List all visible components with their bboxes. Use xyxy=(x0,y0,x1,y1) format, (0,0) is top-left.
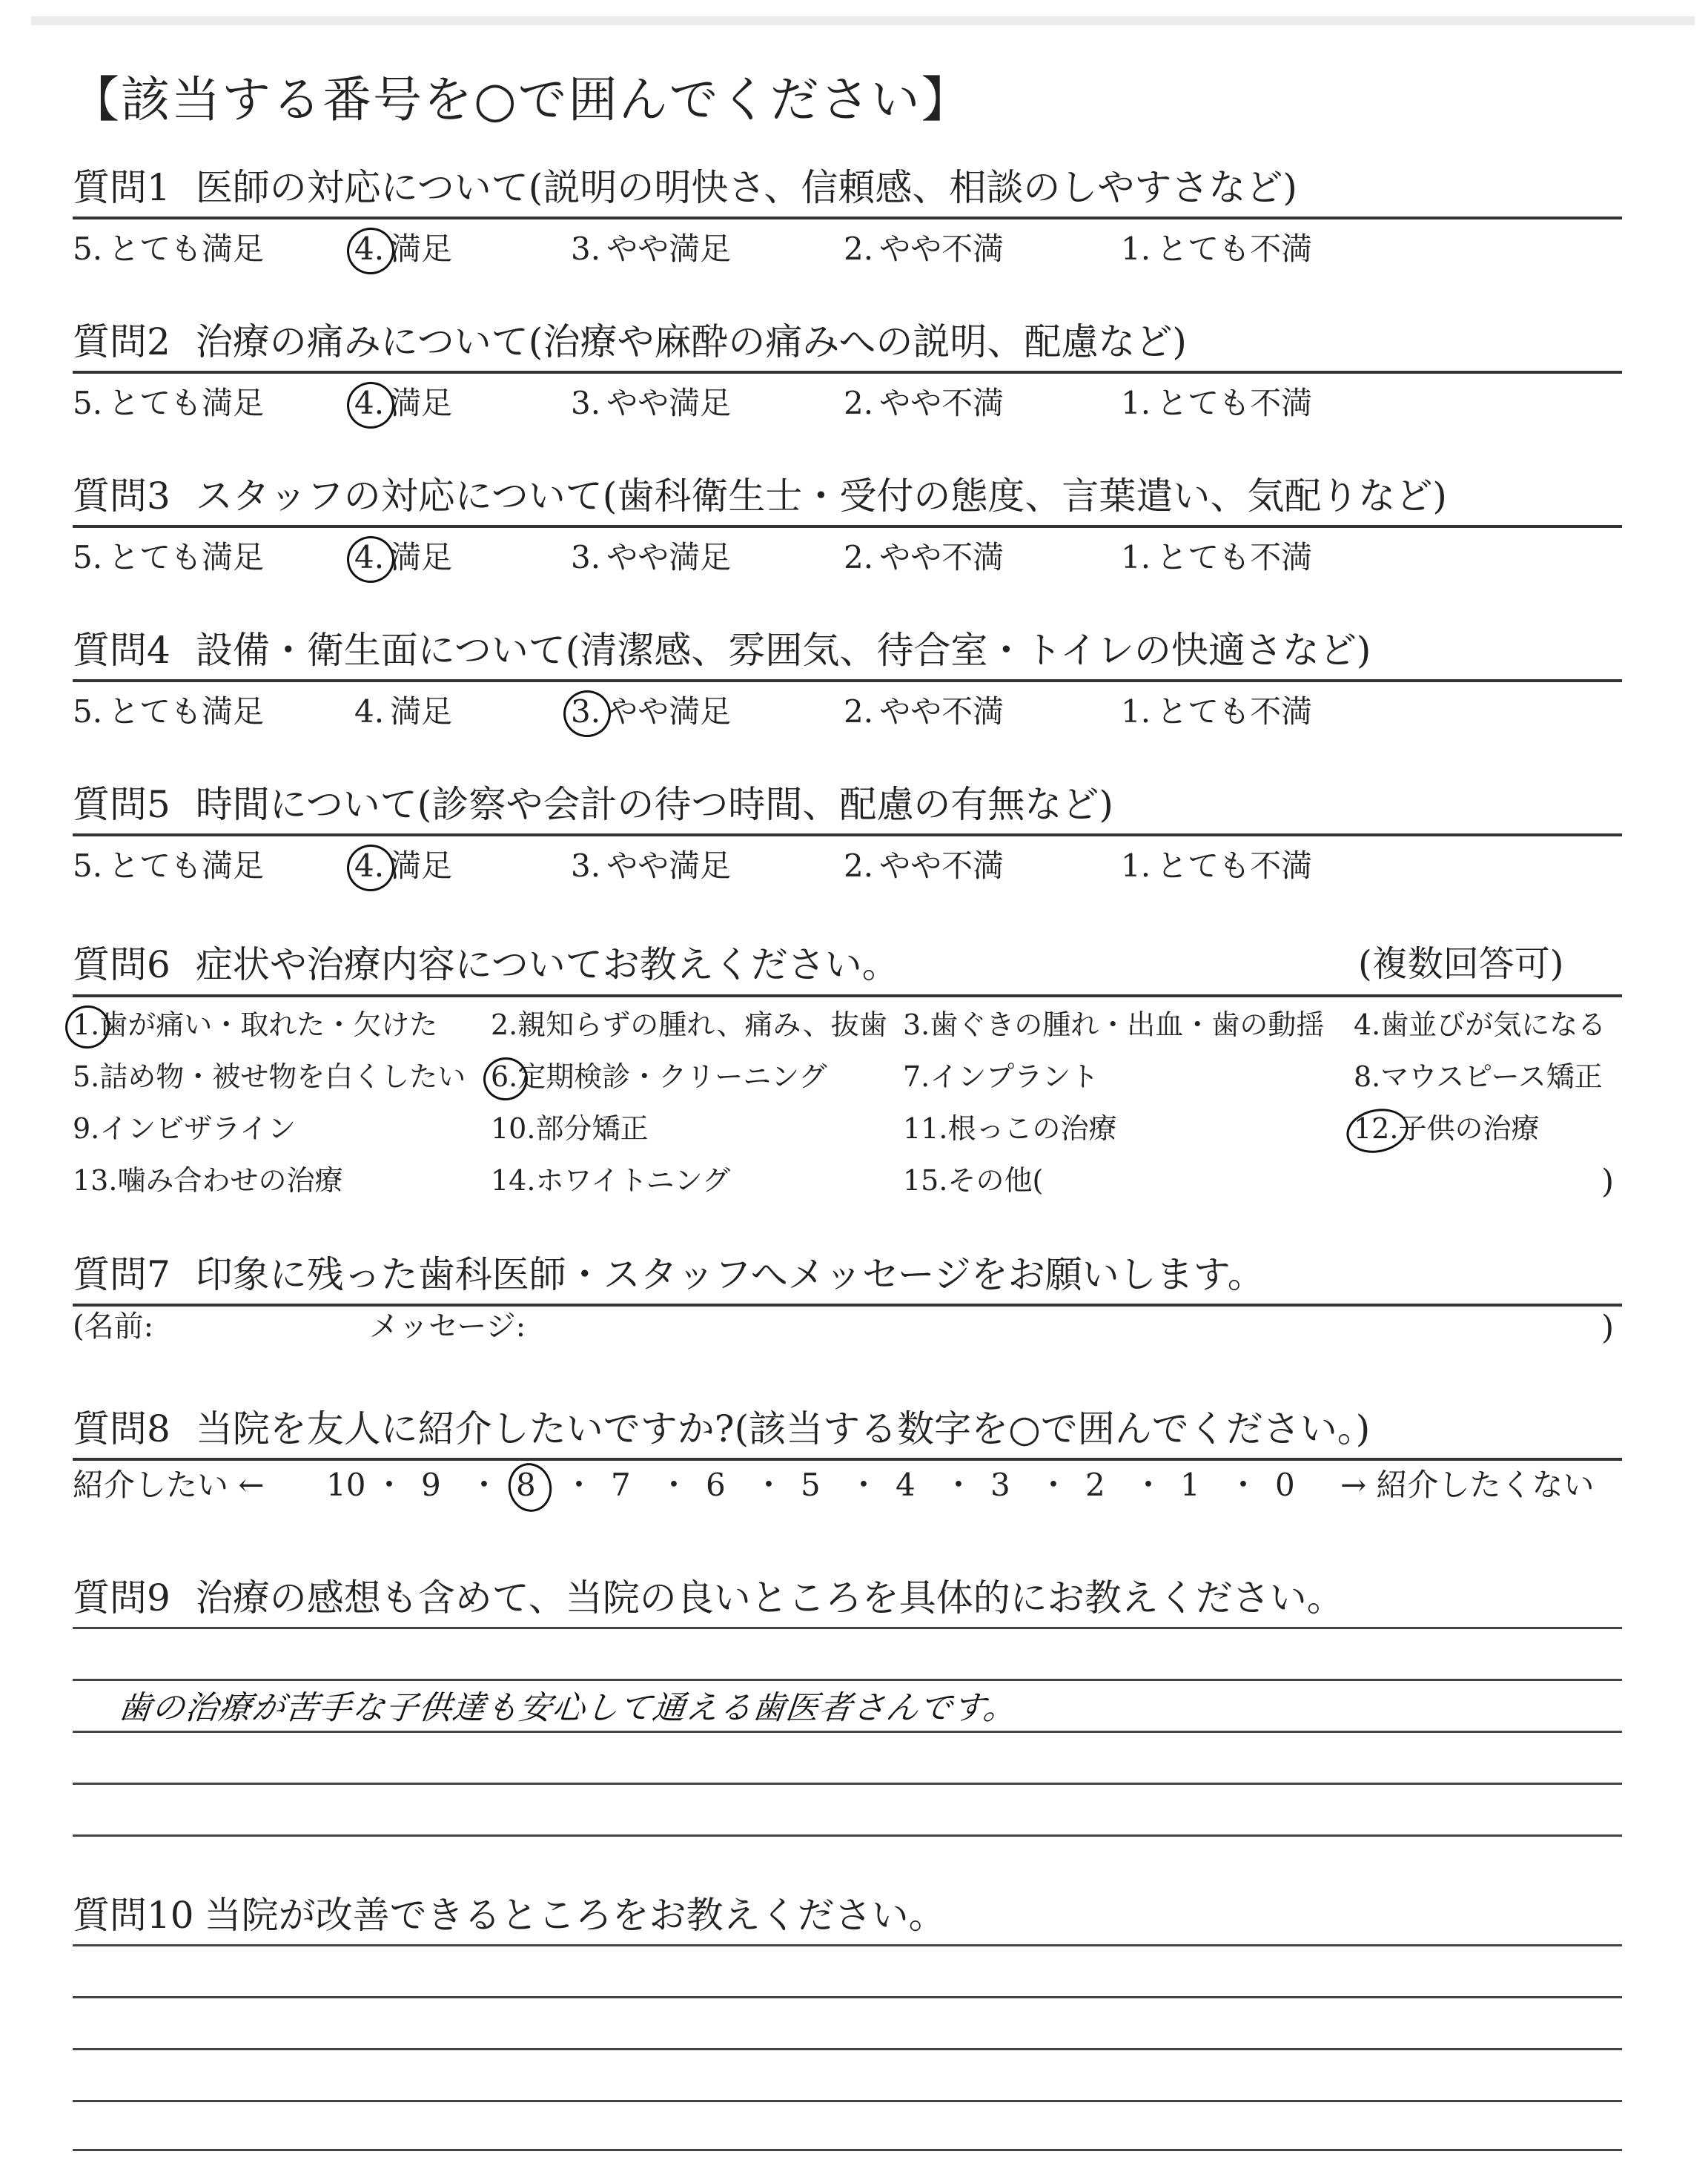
q8-scale-separator: ・ xyxy=(469,1467,500,1503)
option-label: とても不満 xyxy=(1156,539,1313,575)
q7-message-label: メッセージ: xyxy=(369,1309,526,1344)
q9-title xyxy=(73,1575,1344,1621)
q7-text: 印象に残った歯科医師・スタッフへメッセージをお願いします。 xyxy=(195,1253,1265,1296)
option-label: ホワイトニング xyxy=(535,1164,731,1197)
q1-option[interactable] xyxy=(1121,230,1312,268)
q8-scale-number[interactable]: 7 xyxy=(611,1467,631,1503)
q8-underline xyxy=(73,1458,1622,1461)
option-number: 1. xyxy=(73,1008,100,1041)
q3-text: スタッフの対応について(歯科衛生士・受付の態度、言葉遣い、気配りなど) xyxy=(195,475,1447,518)
option-number: 5. xyxy=(73,693,103,730)
option-number: 2. xyxy=(844,693,874,730)
option-label: その他( xyxy=(947,1164,1044,1197)
option-label: 満足 xyxy=(390,848,453,884)
option-label: やや満足 xyxy=(606,693,732,730)
q9-line xyxy=(73,1783,1622,1785)
q8-scale-separator: ・ xyxy=(563,1467,595,1503)
q4-option[interactable] xyxy=(73,693,264,731)
q8-scale-number[interactable]: 4 xyxy=(896,1467,916,1503)
q6-other-close-paren: ) xyxy=(1601,1163,1615,1200)
q10-line xyxy=(73,2048,1622,2050)
q6-option[interactable] xyxy=(73,1059,466,1094)
option-number: 4. xyxy=(354,385,385,421)
option-label: とても満足 xyxy=(108,693,265,730)
q2-option[interactable] xyxy=(571,384,731,423)
q7-name-label: (名前: xyxy=(73,1309,154,1344)
option-label: 満足 xyxy=(390,693,453,730)
q6-option[interactable] xyxy=(73,1007,437,1043)
q8-scale-number[interactable]: 5 xyxy=(801,1467,821,1503)
option-label: 歯並びが気になる xyxy=(1380,1008,1606,1041)
q5-title xyxy=(73,782,1113,828)
q9-number: 質問9 xyxy=(73,1576,171,1619)
option-number: 3. xyxy=(571,231,601,267)
q5-option[interactable] xyxy=(571,847,731,885)
option-number: 4. xyxy=(354,539,385,575)
q6-title xyxy=(73,942,899,988)
option-label: やや不満 xyxy=(879,385,1004,421)
q1-option[interactable] xyxy=(73,230,264,268)
q4-option[interactable] xyxy=(1121,693,1312,731)
q1-text: 医師の対応について(説明の明快さ、信頼感、相談のしやすさなど) xyxy=(195,166,1297,209)
q1-number: 質問1 xyxy=(73,166,171,209)
q6-option[interactable] xyxy=(73,1163,342,1198)
q2-number: 質問2 xyxy=(73,320,171,363)
option-label: 部分矯正 xyxy=(535,1112,649,1145)
option-number: 3. xyxy=(571,693,601,730)
q10-line xyxy=(73,1996,1622,1998)
option-number: 14. xyxy=(491,1164,536,1197)
option-number: 1. xyxy=(1121,848,1151,884)
option-label: とても満足 xyxy=(108,231,265,267)
q8-scale-separator: ・ xyxy=(753,1467,785,1503)
q7-title xyxy=(73,1252,1265,1298)
q8-scale-separator: ・ xyxy=(1133,1467,1165,1503)
q1-title xyxy=(73,165,1297,211)
option-number: 5. xyxy=(73,848,103,884)
q5-text: 時間について(診察や会計の待つ時間、配慮の有無など) xyxy=(195,783,1113,826)
option-label: やや満足 xyxy=(606,231,732,267)
option-number: 2. xyxy=(844,539,874,575)
option-number: 7. xyxy=(903,1060,930,1093)
option-number: 3. xyxy=(571,848,601,884)
option-number: 2. xyxy=(844,848,874,884)
option-number: 4. xyxy=(354,848,385,884)
option-label: 根っこの治療 xyxy=(947,1112,1117,1145)
q6-number: 質問6 xyxy=(73,943,171,986)
option-number: 1. xyxy=(1121,385,1151,421)
option-label: インビザライン xyxy=(99,1112,297,1145)
option-number: 5. xyxy=(73,385,103,421)
q9-text: 治療の感想も含めて、当院の良いところを具体的にお教えください。 xyxy=(195,1576,1344,1619)
q5-underline xyxy=(73,833,1622,836)
q2-option[interactable] xyxy=(844,384,1004,423)
q8-scale-separator: ・ xyxy=(848,1467,880,1503)
q8-scale-separator: ・ xyxy=(374,1467,406,1503)
option-number: 9. xyxy=(73,1112,100,1145)
q6-option[interactable] xyxy=(903,1007,1324,1043)
option-number: 4. xyxy=(354,693,385,730)
option-number: 5. xyxy=(73,231,103,267)
q6-option[interactable] xyxy=(1354,1007,1606,1043)
q8-scale-number[interactable]: 1 xyxy=(1180,1467,1200,1503)
q6-option[interactable] xyxy=(491,1059,827,1094)
q8-scale-separator: ・ xyxy=(1228,1467,1260,1503)
q7-underline xyxy=(73,1304,1622,1307)
q9-line xyxy=(73,1731,1622,1733)
q7-fields xyxy=(73,1307,526,1346)
option-label: 歯が痛い・取れた・欠けた xyxy=(99,1008,438,1041)
q4-underline xyxy=(73,679,1622,682)
q4-title xyxy=(73,627,1371,673)
q7-number: 質問7 xyxy=(73,1253,171,1296)
option-label: とても不満 xyxy=(1156,231,1313,267)
option-label: とても満足 xyxy=(108,848,265,884)
option-label: やや不満 xyxy=(879,693,1004,730)
q6-option[interactable] xyxy=(903,1059,1099,1094)
option-label: 歯ぐきの腫れ・出血・歯の動揺 xyxy=(930,1008,1325,1041)
q8-title xyxy=(73,1406,1370,1452)
option-label: やや満足 xyxy=(606,539,732,575)
option-number: 2. xyxy=(491,1008,518,1041)
q2-underline xyxy=(73,371,1622,374)
q6-multiple-answer-note: (複数回答可) xyxy=(1358,943,1564,985)
q3-option[interactable] xyxy=(844,538,1004,577)
option-number: 5. xyxy=(73,539,103,575)
q8-scale-separator: ・ xyxy=(658,1467,690,1503)
option-number: 2. xyxy=(844,385,874,421)
q10-line xyxy=(73,2149,1622,2151)
option-number: 4. xyxy=(1354,1008,1381,1041)
scan-top-edge xyxy=(31,16,1695,25)
q8-scale-number[interactable]: 2 xyxy=(1085,1467,1105,1503)
q8-scale-number[interactable]: 10 xyxy=(326,1467,366,1503)
option-label: やや不満 xyxy=(879,539,1004,575)
q10-text: 当院が改善できるところをお教えください。 xyxy=(204,1894,946,1937)
q1-underline xyxy=(73,217,1622,219)
option-number: 12. xyxy=(1354,1112,1399,1145)
q5-option[interactable] xyxy=(73,847,264,885)
q6-option[interactable] xyxy=(491,1163,730,1198)
q4-option[interactable] xyxy=(354,693,452,731)
option-number: 6. xyxy=(491,1060,518,1093)
q3-option[interactable] xyxy=(1121,538,1312,577)
option-label: とても不満 xyxy=(1156,693,1313,730)
option-label: 満足 xyxy=(390,385,453,421)
q4-text: 設備・衛生面について(清潔感、雰囲気、待合室・トイレの快適さなど) xyxy=(195,629,1371,672)
option-number: 2. xyxy=(844,231,874,267)
q8-scale-number[interactable]: 3 xyxy=(990,1467,1010,1503)
q8-scale-separator: ・ xyxy=(943,1467,975,1503)
q6-option[interactable] xyxy=(903,1163,1043,1198)
q9-line xyxy=(73,1679,1622,1681)
q2-option[interactable] xyxy=(1121,384,1312,423)
q9-line xyxy=(73,1627,1622,1629)
q4-option[interactable] xyxy=(844,693,1004,731)
q5-option[interactable] xyxy=(844,847,1004,885)
option-label: インプラント xyxy=(930,1060,1099,1093)
option-label: 噛み合わせの治療 xyxy=(117,1164,343,1197)
option-label: やや不満 xyxy=(879,848,1004,884)
q8-number: 質問8 xyxy=(73,1407,171,1450)
q8-scale-number[interactable]: 8 xyxy=(516,1467,536,1503)
option-number: 3. xyxy=(903,1008,930,1041)
option-number: 1. xyxy=(1121,693,1151,730)
q2-title xyxy=(73,319,1187,365)
q8-scale-number[interactable]: 0 xyxy=(1275,1467,1295,1503)
option-number: 13. xyxy=(73,1164,118,1197)
q6-option[interactable] xyxy=(903,1111,1116,1146)
q10-line xyxy=(73,2100,1622,2102)
option-number: 4. xyxy=(354,231,385,267)
q3-number: 質問3 xyxy=(73,475,171,518)
q3-underline xyxy=(73,525,1622,528)
option-label: 詰め物・被せ物を白くしたい xyxy=(99,1060,466,1093)
option-number: 3. xyxy=(571,539,601,575)
q9-handwritten-answer: 歯の治療が苦手な子供達も安心して通える歯医者さんです。 xyxy=(116,1689,1019,1727)
option-label: 満足 xyxy=(390,231,453,267)
q1-option[interactable] xyxy=(571,230,731,268)
q5-option[interactable] xyxy=(1121,847,1312,885)
q6-underline xyxy=(73,994,1622,997)
q6-option[interactable] xyxy=(1354,1059,1603,1094)
q8-scale-number[interactable]: 6 xyxy=(706,1467,726,1503)
q8-scale-separator: ・ xyxy=(1038,1467,1070,1503)
q3-option[interactable] xyxy=(73,538,264,577)
q2-text: 治療の痛みについて(治療や麻酔の痛みへの説明、配慮など) xyxy=(195,320,1187,363)
option-number: 11. xyxy=(903,1112,948,1145)
q3-title xyxy=(73,473,1447,519)
option-number: 1. xyxy=(1121,539,1151,575)
option-label: やや満足 xyxy=(606,848,732,884)
q10-line xyxy=(73,1944,1622,1946)
form-instruction-title: 【該当する番号を○で囲んでください】 xyxy=(70,71,972,128)
option-label: やや不満 xyxy=(879,231,1004,267)
option-label: マウスピース矯正 xyxy=(1380,1060,1603,1093)
q10-title xyxy=(73,1892,946,1938)
option-label: とても満足 xyxy=(108,385,265,421)
q6-option[interactable] xyxy=(491,1111,648,1146)
option-label: とても不満 xyxy=(1156,385,1313,421)
q1-option[interactable] xyxy=(844,230,1004,268)
option-number: 1. xyxy=(1121,231,1151,267)
option-label: 親知らずの腫れ、痛み、抜歯 xyxy=(517,1008,887,1041)
q10-number: 質問10 xyxy=(73,1894,194,1937)
q2-option[interactable] xyxy=(73,384,264,423)
option-label: 子供の治療 xyxy=(1398,1112,1540,1145)
option-number: 5. xyxy=(73,1060,100,1093)
q8-right-label: → 紹介したくない xyxy=(1340,1467,1595,1503)
q8-selected-circle xyxy=(504,1459,556,1516)
q7-close-paren: ) xyxy=(1601,1309,1615,1347)
option-label: とても不満 xyxy=(1156,848,1313,884)
q8-text: 当院を友人に紹介したいですか?(該当する数字を○で囲んでください。) xyxy=(195,1407,1371,1450)
option-number: 10. xyxy=(491,1112,536,1145)
option-number: 8. xyxy=(1354,1060,1381,1093)
option-label: 定期検診・クリーニング xyxy=(517,1060,827,1093)
q4-number: 質問4 xyxy=(73,629,171,672)
option-number: 3. xyxy=(571,385,601,421)
q6-option[interactable] xyxy=(491,1007,887,1043)
option-label: 満足 xyxy=(390,539,453,575)
option-label: やや満足 xyxy=(606,385,732,421)
option-label: とても満足 xyxy=(108,539,265,575)
q6-text: 症状や治療内容についてお教えください。 xyxy=(195,943,899,986)
option-number: 15. xyxy=(903,1164,948,1197)
q8-scale-number[interactable]: 9 xyxy=(421,1467,441,1503)
q9-line xyxy=(73,1834,1622,1837)
q5-number: 質問5 xyxy=(73,783,171,826)
q8-left-label: 紹介したい ← xyxy=(73,1467,265,1503)
q3-option[interactable] xyxy=(571,538,731,577)
q6-option[interactable] xyxy=(73,1111,296,1146)
